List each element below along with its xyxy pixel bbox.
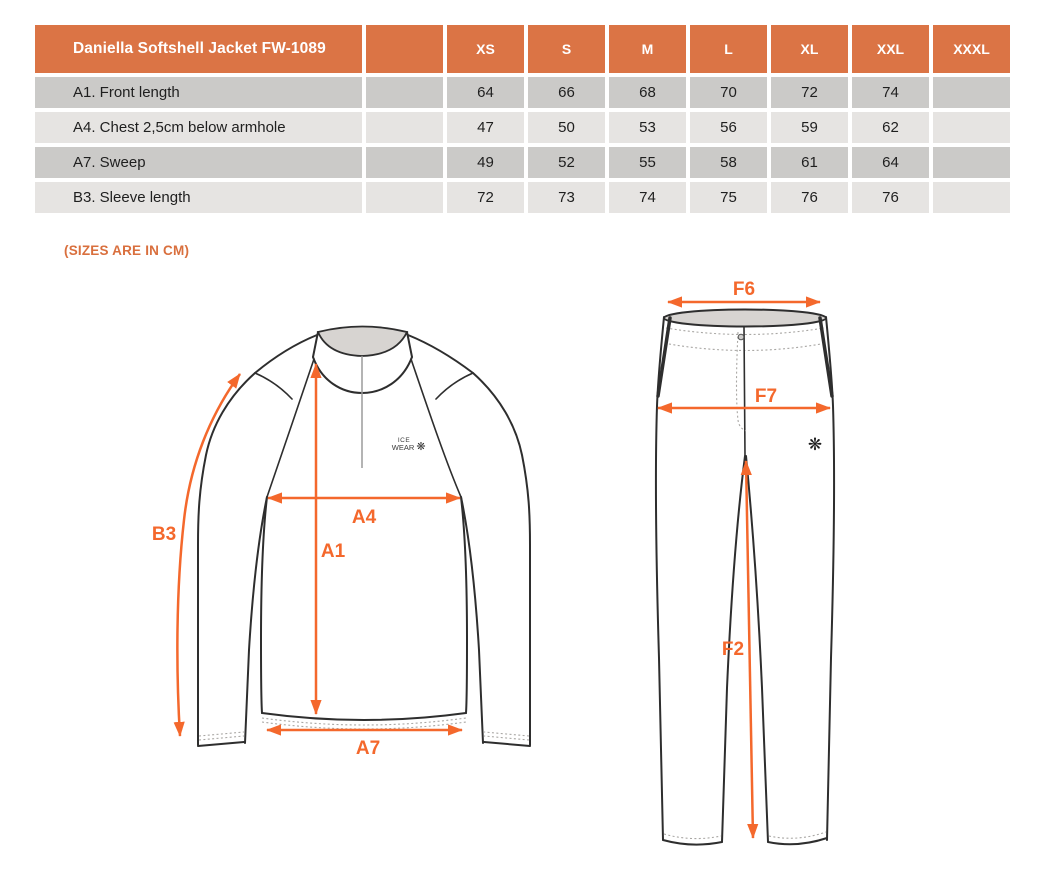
cell-value: 56	[690, 112, 767, 143]
dim-label-b3: B3	[151, 524, 177, 545]
dim-label-f6: F6	[732, 279, 756, 300]
dim-label-f7: F7	[754, 386, 778, 407]
cell-value: 58	[690, 147, 767, 178]
spacer-cell	[366, 112, 443, 143]
waist-button	[738, 334, 744, 340]
jacket-logo	[392, 437, 426, 453]
size-chart	[31, 21, 1014, 217]
cell-value: 74	[609, 182, 686, 213]
jacket-hem	[262, 713, 466, 720]
table-header-row	[35, 25, 1010, 73]
logo-text-wear: WEAR	[391, 443, 415, 452]
dim-arrow-b3	[177, 374, 240, 736]
size-chart-table	[31, 21, 1014, 217]
row-label: A7. Sweep	[35, 147, 362, 178]
spacer-cell	[366, 182, 443, 213]
table-row-front-length	[35, 77, 1010, 108]
left-cuff	[198, 742, 244, 746]
right-leg-hem	[768, 838, 827, 844]
pants-diagram	[620, 278, 880, 868]
logo-text-ice: ICE	[397, 437, 411, 444]
cell-value: 74	[852, 77, 929, 108]
jacket-diagram	[140, 300, 590, 780]
product-title: Daniella Softshell Jacket FW-1089	[35, 25, 362, 73]
table-row-sweep	[35, 147, 1010, 178]
sizes-in-cm-note: (SIZES ARE IN CM)	[64, 243, 190, 258]
size-header-s: S	[528, 25, 605, 73]
spacer-cell	[366, 77, 443, 108]
collar-opening	[318, 327, 407, 357]
dim-label-a1: A1	[320, 541, 346, 562]
row-label: A1. Front length	[35, 77, 362, 108]
size-header-xl: XL	[771, 25, 848, 73]
cell-value: 55	[609, 147, 686, 178]
cell-value: 64	[852, 147, 929, 178]
spacer-header-cell	[366, 25, 443, 73]
size-header-m: M	[609, 25, 686, 73]
waistband-opening	[664, 310, 826, 327]
cell-value: 73	[528, 182, 605, 213]
cell-value: 64	[447, 77, 524, 108]
size-header-xxl: XXL	[852, 25, 929, 73]
spacer-cell	[366, 147, 443, 178]
table-row-chest	[35, 112, 1010, 143]
right-cuff	[484, 742, 530, 746]
cell-value: 66	[528, 77, 605, 108]
cell-value: 47	[447, 112, 524, 143]
cell-value: 72	[447, 182, 524, 213]
cell-value	[933, 182, 1010, 213]
cell-value: 62	[852, 112, 929, 143]
cell-value: 68	[609, 77, 686, 108]
cell-value: 59	[771, 112, 848, 143]
cell-value: 72	[771, 77, 848, 108]
size-header-l: L	[690, 25, 767, 73]
cell-value: 53	[609, 112, 686, 143]
cell-value: 52	[528, 147, 605, 178]
cell-value: 76	[852, 182, 929, 213]
cell-value	[933, 147, 1010, 178]
cell-value: 75	[690, 182, 767, 213]
cell-value	[933, 77, 1010, 108]
row-label: A4. Chest 2,5cm below armhole	[35, 112, 362, 143]
cell-value	[933, 112, 1010, 143]
size-header-xs: XS	[447, 25, 524, 73]
size-header-xxxl: XXXL	[933, 25, 1010, 73]
jacket-outline	[198, 327, 530, 747]
dim-label-f2: F2	[721, 639, 745, 660]
table-row-sleeve-length	[35, 182, 1010, 213]
center-front-seam	[744, 327, 745, 456]
dim-label-a4: A4	[351, 507, 377, 528]
row-label: B3. Sleeve length	[35, 182, 362, 213]
cell-value: 49	[447, 147, 524, 178]
cell-value: 50	[528, 112, 605, 143]
left-leg-hem	[663, 840, 722, 845]
pants-snowflake-icon: ❋	[807, 435, 823, 454]
dim-label-a7: A7	[355, 738, 381, 759]
cell-value: 76	[771, 182, 848, 213]
pants-outline	[656, 310, 834, 845]
cell-value: 70	[690, 77, 767, 108]
logo-snowflake-icon: ❋	[416, 441, 426, 453]
cell-value: 61	[771, 147, 848, 178]
